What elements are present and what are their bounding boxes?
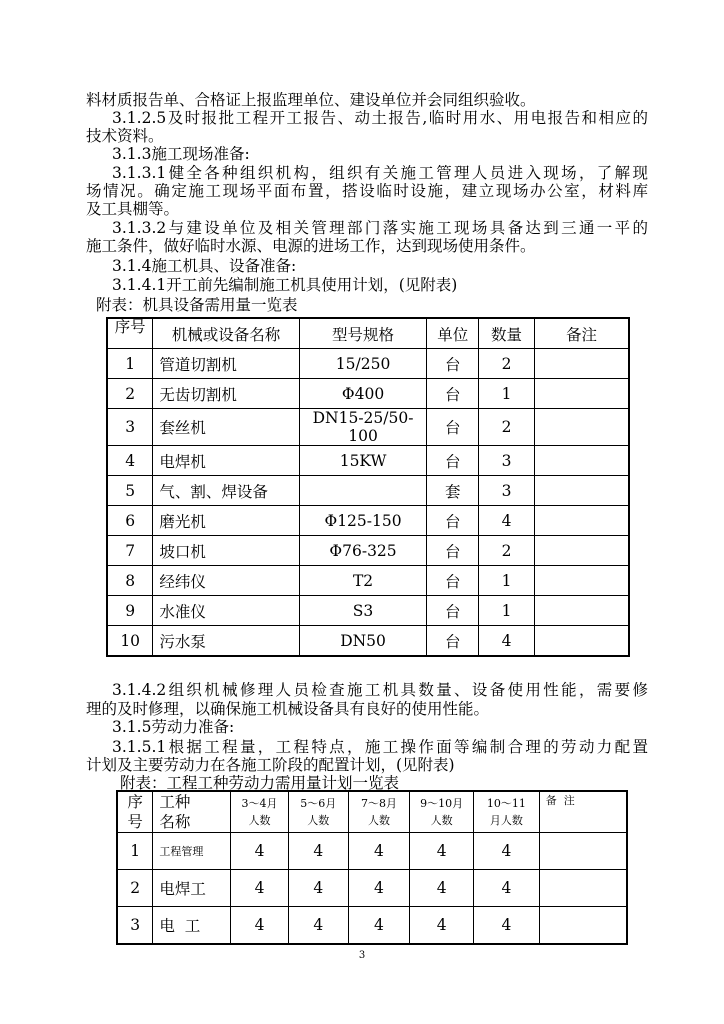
paragraph-line: 计划及主要劳动力在各施工阶段的配置计划，(见附表) [86,756,455,774]
header-cell [410,791,474,833]
table-cell: 7 [107,536,153,566]
table-cell: 5 [107,476,153,506]
header-cell: 序号 [107,318,153,349]
page-number: 3 [358,950,366,961]
table-row [117,907,627,945]
table-row [107,349,629,379]
header-cell [474,791,540,833]
table-cell: Φ125-150 [299,506,427,536]
section-heading: 3.1.3施工现场准备: [112,145,250,163]
section-heading: 3.1.4施工机具、设备准备: [112,257,297,275]
header-cell: 备注 [534,318,629,349]
table-cell [534,566,629,596]
table-cell: 套丝机 [153,409,299,446]
table-row [107,596,629,626]
header-line: 序 [127,793,143,811]
table-cell [534,446,629,476]
table-cell: 套 [427,476,479,506]
table-cell: T2 [299,566,427,596]
table-cell: 4 [288,907,348,945]
table-cell: 4 [348,870,410,907]
table-cell [534,506,629,536]
table-cell: 坡口机 [153,536,299,566]
table-cell: 1 [107,349,153,379]
table-cell: 15KW [299,446,427,476]
table-cell: 4 [231,907,289,945]
table-cell [534,476,629,506]
table-cell: 1 [479,566,535,596]
table-cell: Φ76-325 [299,536,427,566]
header-line: 号 [127,813,143,831]
table-cell: 15/250 [299,349,427,379]
table-row [117,870,627,907]
table-caption: 附表：机具设备需用量一览表 [96,296,298,314]
table-cell: 2 [479,536,535,566]
table-row [107,446,629,476]
header-cell [288,791,348,833]
table-cell: 台 [427,536,479,566]
table-header-row [117,791,627,833]
paragraph-line: 施工条件，做好临时水源、电源的进场工作，达到现场使用条件。 [86,237,536,255]
table-cell: 经纬仪 [153,566,299,596]
header-line: 名称 [159,813,191,831]
table-row [107,409,629,446]
table-cell: 1 [479,596,535,626]
paragraph-line: 技术资料。 [86,127,164,145]
table-cell: 3 [479,476,535,506]
table-cell: 气、割、焊设备 [153,476,299,506]
table-cell: 3 [117,907,153,945]
paragraph-line: 3.1.3.2与建设单位及相关管理部门落实施工现场具备达到三通一平的 [112,219,648,237]
equipment-table [106,317,630,657]
table-cell: 9 [107,596,153,626]
table-cell [534,626,629,657]
header-line: 人数 [430,814,453,827]
table-cell: 台 [427,596,479,626]
table-cell [534,409,629,446]
table-cell: 3 [107,409,153,446]
header-cell [117,791,153,833]
table-cell [534,596,629,626]
table-cell: 10 [107,626,153,657]
table-cell: 4 [107,446,153,476]
table-cell: 污水泵 [153,626,299,657]
table-cell: 电 工 [153,907,231,945]
table-cell: 2 [479,409,535,446]
table-cell: DN50 [299,626,427,657]
table-cell: 1 [479,379,535,409]
header-line: 工种 [159,793,191,811]
header-cell: 备 注 [539,791,627,833]
table-cell: 台 [427,506,479,536]
table-cell [539,870,627,907]
paragraph-line: 料材质报告单、合格证上报监理单位、建设单位并会同组织验收。 [86,91,536,109]
table-cell: 台 [427,446,479,476]
table-cell: 4 [479,626,535,657]
header-line: 人数 [307,814,330,827]
table-cell: 管道切割机 [153,349,299,379]
table-cell: 4 [348,833,410,870]
table-cell: 台 [427,349,479,379]
table-cell: 4 [288,870,348,907]
table-cell: 4 [479,506,535,536]
header-line: 3～4月 [241,797,278,810]
header-line: 人数 [367,814,390,827]
paragraph-line: 场情况。确定施工现场平面布置，搭设临时设施，建立现场办公室，材料库 [86,182,648,200]
table-cell: 水准仪 [153,596,299,626]
table-cell: 2 [479,349,535,379]
table-cell: 4 [231,833,289,870]
table-cell [534,349,629,379]
header-line: 7～8月 [360,797,397,810]
table-header-row [107,318,629,349]
table-cell: 4 [474,833,540,870]
table-row [107,506,629,536]
table-cell: 4 [348,907,410,945]
table-cell: 台 [427,626,479,657]
table-cell: 4 [410,907,474,945]
paragraph-line: 3.1.3.1健全各种组织机构，组织有关施工管理人员进入现场，了解现 [112,164,648,182]
section-heading: 3.1.5劳动力准备: [112,718,235,736]
table-cell [299,476,427,506]
header-cell: 数量 [479,318,535,349]
table-cell: 4 [474,907,540,945]
table-cell: 电焊工 [153,870,231,907]
header-cell: 机械或设备名称 [153,318,299,349]
table-cell: DN15-25/50-100 [299,409,427,446]
paragraph-line: 及工具棚等。 [86,200,180,218]
table-cell: 2 [107,379,153,409]
table-cell: 4 [288,833,348,870]
table-cell: 1 [117,833,153,870]
table-cell: 磨光机 [153,506,299,536]
header-cell: 单位 [427,318,479,349]
table-cell: 4 [474,870,540,907]
header-cell [348,791,410,833]
header-line: 月人数 [489,814,523,827]
paragraph-line: 3.1.4.1开工前先编制施工机具使用计划，(见附表) [112,276,458,294]
table-cell: 2 [117,870,153,907]
table-row [117,833,627,870]
table-cell: 工程管理 [153,833,231,870]
table-row [107,566,629,596]
table-cell: Φ400 [299,379,427,409]
header-line: 5～6月 [300,797,337,810]
table-cell: 4 [410,833,474,870]
table-row [107,379,629,409]
table-caption: 附表：工程工种劳动力需用量计划一览表 [120,774,400,792]
table-cell: 台 [427,409,479,446]
table-cell: 8 [107,566,153,596]
paragraph-line: 3.1.4.2组织机械修理人员检查施工机具数量、设备使用性能，需要修 [112,681,648,699]
table-cell: 6 [107,506,153,536]
header-cell [153,791,231,833]
table-row [107,476,629,506]
header-line: 9～10月 [420,797,464,810]
table-cell [534,379,629,409]
table-cell: S3 [299,596,427,626]
header-cell: 型号规格 [299,318,427,349]
paragraph-line: 3.1.2.5及时报批工程开工报告、动土报告,临时用水、用电报告和相应的 [112,109,648,127]
table-cell [534,536,629,566]
labor-table [116,790,628,945]
header-line: 10～11 [486,797,526,810]
table-cell [539,907,627,945]
table-cell: 3 [479,446,535,476]
table-cell: 台 [427,379,479,409]
paragraph-line: 理的及时修理，以确保施工机械设备具有良好的使用性能。 [86,700,490,718]
header-line: 人数 [248,814,271,827]
table-cell: 无齿切割机 [153,379,299,409]
table-cell: 4 [231,870,289,907]
paragraph-line: 3.1.5.1根据工程量，工程特点，施工操作面等编制合理的劳动力配置 [112,738,648,756]
table-row [107,626,629,657]
table-cell [539,833,627,870]
table-cell: 台 [427,566,479,596]
table-cell: 4 [410,870,474,907]
header-cell [231,791,289,833]
table-row [107,536,629,566]
table-cell: 电焊机 [153,446,299,476]
